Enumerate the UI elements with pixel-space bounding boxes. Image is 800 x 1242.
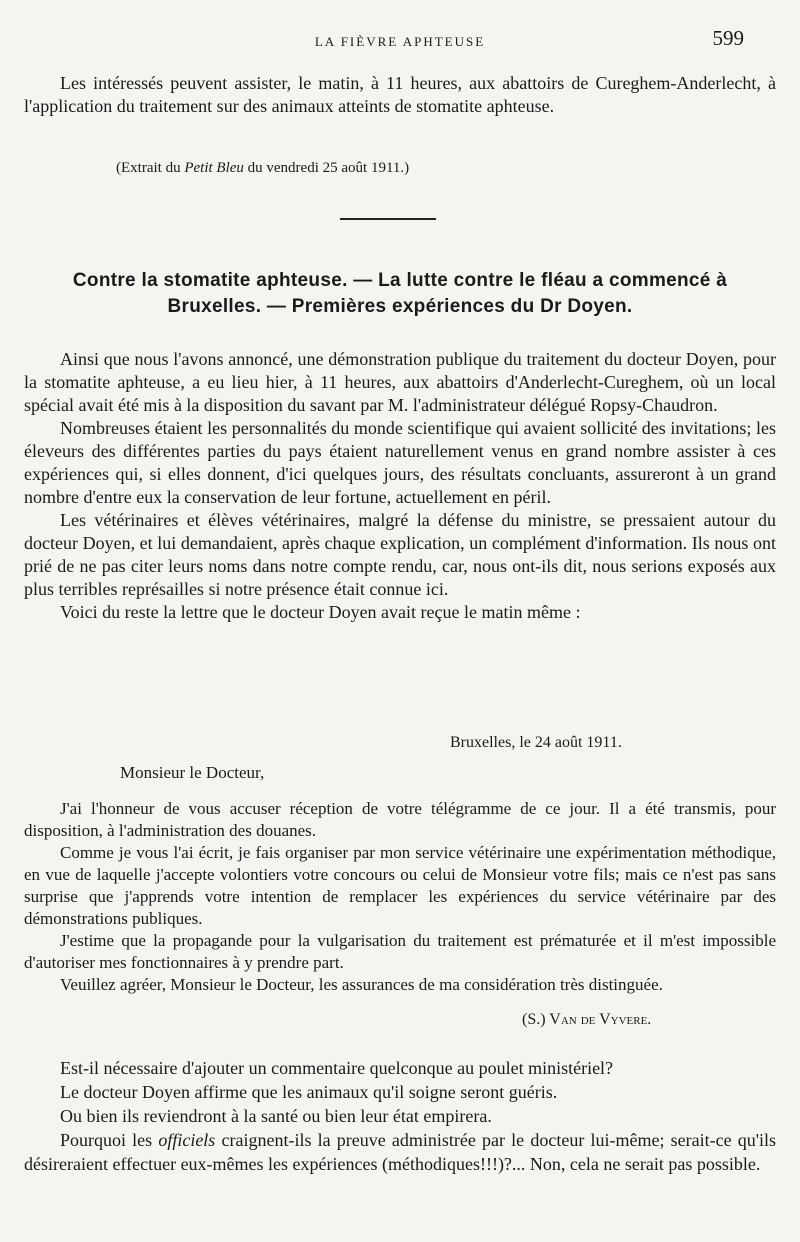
article-paragraph: Voici du reste la lettre que le docteur Doyen avait reçue le matin même : <box>60 602 581 622</box>
letter-paragraph: J'ai l'honneur de vous accuser réception de votre télégramme de ce jour. Il a été transmis, pour disposition, à l'administration des douanes. <box>24 799 776 840</box>
closing-paragraph: Le docteur Doyen affirme que les animaux qu'il soigne seront guéris. <box>60 1082 558 1102</box>
section-divider <box>340 218 436 220</box>
closing-final-suffix: craignent-ils la preuve administrée par le docteur lui-même; serait-ce qu'ils désireraient effectuer eux-mêmes les expériences (méthodiques!!!)?... Non, cela ne serait pas possible. <box>24 1130 776 1174</box>
letter-body <box>24 798 776 996</box>
closing-paragraph: Ou bien ils reviendront à la santé ou bien leur état empirera. <box>60 1106 492 1126</box>
letter-paragraph: J'estime que la propagande pour la vulgarisation du traitement est prématurée et il m'est impossible d'autoriser mes fonctionnaires à y prendre part. <box>24 931 776 972</box>
letter-signature: (S.) Van de Vyvere. <box>522 1011 652 1028</box>
intro-paragraph: Les intéressés peuvent assister, le matin, à 11 heures, aux abattoirs de Cureghem-Anderlecht, à l'application du traitement sur des animaux atteints de stomatite aphteuse. <box>24 73 776 116</box>
letter-salutation: Monsieur le Docteur, <box>120 763 265 782</box>
article-paragraph: Nombreuses étaient les personnalités du monde scientifique qui avaient sollicité des invitations; les éleveurs des différentes parties du pays étaient naturellement venus en grand nombre assister à ces expériences qui, si elles donnent, d'ici quelques jours, des résultats concluants, assureront à un grand nombre d'entre eux la conservation de leur fortune, actuellement en péril. <box>24 418 776 507</box>
letter-paragraph: Comme je vous l'ai écrit, je fais organiser par mon service vétérinaire une expérimentation méthodique, en vue de laquelle j'accepte volontiers votre concours ou celui de Monsieur votre fils; mais ce n'est pas sans surprise que j'apprends votre intention de remplacer les expériences du service vétérinaire par des démonstrations publiques. <box>24 843 776 928</box>
page-number: 599 <box>712 26 744 50</box>
running-title: LA FIÈVRE APHTEUSE <box>314 34 486 49</box>
article-paragraph: Les vétérinaires et élèves vétérinaires, malgré la défense du ministre, se pressaient autour du docteur Doyen, et lui demandaient, après chaque explication, un complément d'information. Ils nous ont prié de ne pas citer leurs noms dans notre compte rendu, car, nous ont-ils dit, nous serions exposés aux plus terribles représailles si notre présence était connue ici. <box>24 510 776 599</box>
source-prefix: (Extrait du <box>116 160 185 176</box>
article-paragraph: Ainsi que nous l'avons annoncé, une démonstration publique du traitement du docteur Doyen, pour la stomatite aphteuse, a eu lieu hier, à 11 heures, aux abattoirs d'Anderlecht-Cureghem, où un local spécial avait été mis à la disposition du savant par M. l'administrateur délégué Ropsy-Chaudron. <box>24 349 776 415</box>
letter-paragraph: Veuillez agréer, Monsieur le Docteur, les assurances de ma considération très distinguée. <box>60 975 663 994</box>
letter-date: Bruxelles, le 24 août 1911. <box>450 734 622 751</box>
source-citation <box>116 160 716 177</box>
closing-paragraph: Est-il nécessaire d'ajouter un commentaire quelconque au poulet ministériel? <box>60 1058 614 1078</box>
closing-section <box>24 1056 776 1176</box>
article-body <box>24 348 776 624</box>
closing-final-emphasis: officiels <box>158 1130 216 1150</box>
source-newspaper: Petit Bleu <box>184 160 244 176</box>
closing-final-paragraph <box>24 1128 776 1176</box>
intro-section <box>24 72 776 118</box>
closing-final-prefix: Pourquoi les <box>60 1130 159 1150</box>
article-heading: Contre la stomatite aphteuse. — La lutte contre le fléau a commencé à Bruxelles. — Premières expériences du Dr Doyen. <box>72 270 728 317</box>
source-suffix: du vendredi 25 août 1911.) <box>243 160 410 176</box>
